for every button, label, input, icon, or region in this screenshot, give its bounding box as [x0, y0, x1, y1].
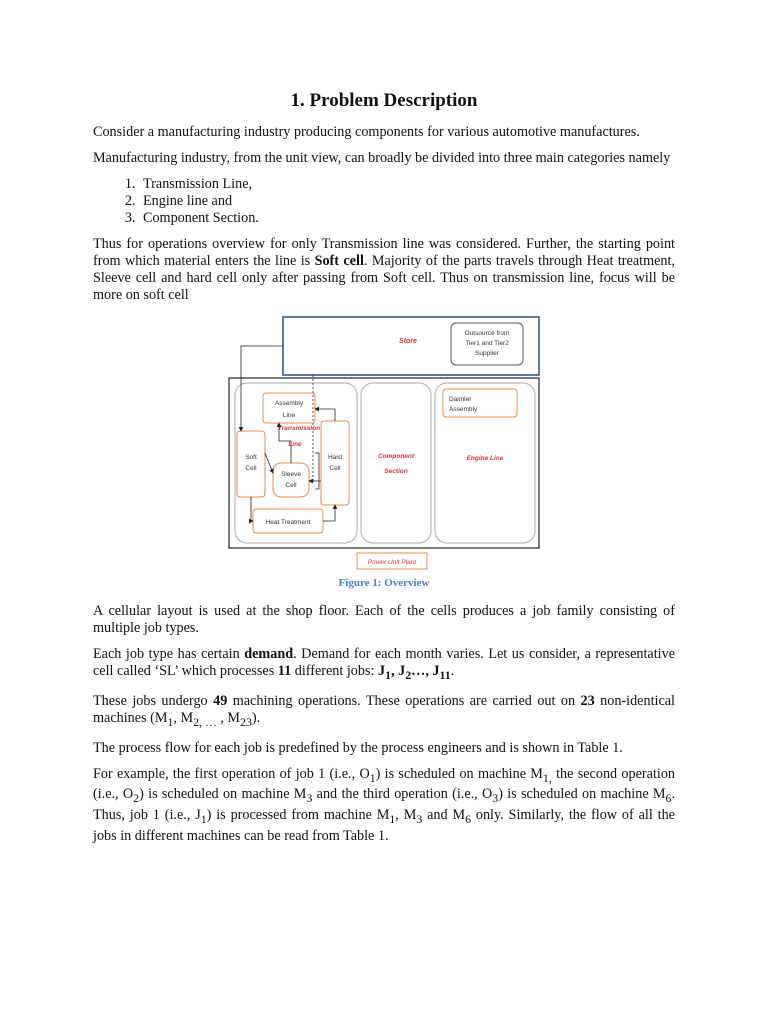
transmission-label: Transmission — [277, 425, 321, 432]
section-number: 1. — [290, 90, 305, 111]
svg-text:Cell: Cell — [245, 465, 257, 472]
paragraph-transmission: Thus for operations overview for only Transmission line was considered. Further, the starting point from which material enters the line is Soft cell. Majority of the parts travels through Heat treatment, Sleeve cell and hard cell only after passing from Soft cell. Thus on transmission line, focus will be more on soft cell — [93, 236, 675, 303]
svg-text:Heat Treatment: Heat Treatment — [265, 519, 311, 526]
component-label: Component — [377, 453, 415, 460]
paragraph-example: For example, the first operation of job 1 (i.e., $O_1$) is scheduled on machine $M_{1,}$ the second operation (i.e., $O_2$) is scheduled on machine $M_3$ and the third operation (i.e., $O_3$) is scheduled on machine $M_6$. Thus, job 1 (i.e., $J_1$) is processed from machine $M_1$, $M_3$ and $M_6$ only. Similarly, the flow of all the jobs in different machines can be read from Table 1. — [93, 765, 676, 845]
list-item: 3. Component Section. — [139, 210, 675, 227]
store-label: Store — [399, 338, 417, 345]
svg-text:Daimler: Daimler — [449, 396, 472, 403]
paragraph-operations: These jobs undergo 49 machining operations. These operations are carried out on 23 non-identical machines ($M_1$, $M_{2, \dots}$ , $M_{23}$). — [93, 692, 675, 729]
list-item: 1. Transmission Line, — [139, 176, 675, 193]
paragraph-categories: Manufacturing industry, from the unit view, can broadly be divided into three main categories namely — [93, 150, 671, 166]
component-section — [361, 383, 431, 543]
svg-text:Line: Line — [282, 412, 296, 419]
category-list — [93, 176, 675, 227]
overview-diagram — [227, 313, 541, 571]
paragraph-process-flow: The process flow for each job is predefined by the process engineers and is shown in Table 1. — [93, 739, 623, 756]
section-title: Problem Description — [309, 90, 478, 111]
svg-text:Outsource from: Outsource from — [464, 330, 510, 337]
svg-text:Tier1 and Tier2: Tier1 and Tier2 — [465, 340, 509, 347]
svg-text:Cell: Cell — [329, 465, 341, 472]
overview-figure — [93, 313, 675, 571]
list-item: 2. Engine line and — [139, 193, 675, 210]
svg-text:Cell: Cell — [285, 482, 297, 489]
soft-cell-box — [237, 431, 265, 497]
power-unit-label: Power Unit Plant — [367, 559, 417, 566]
svg-text:Sleeve: Sleeve — [281, 471, 301, 478]
hard-cell-box — [321, 421, 349, 505]
figure-caption: Figure 1: Overview — [338, 577, 430, 589]
engine-line-label: Engine Line — [466, 455, 504, 462]
paragraph-intro: Consider a manufacturing industry producing components for various automotive manufactures. — [93, 124, 640, 140]
svg-text:Supplier: Supplier — [475, 350, 499, 357]
section-heading — [93, 90, 675, 112]
document-page — [93, 90, 675, 854]
paragraph-demand: Each job type has certain demand. Demand for each month varies. Let us consider, a representative cell called ‘SL’ which processes 11 different jobs: $J_1$, $J_2\dots$, $J_{11}$. — [93, 646, 675, 682]
svg-text:Line: Line — [288, 441, 302, 448]
svg-text:Assembly: Assembly — [449, 406, 478, 413]
sleeve-cell-box — [273, 463, 309, 497]
svg-text:Soft: Soft — [245, 454, 257, 461]
svg-text:Assembly: Assembly — [274, 400, 304, 407]
svg-text:Section: Section — [384, 468, 408, 475]
paragraph-cellular: A cellular layout is used at the shop floor. Each of the cells produces a job family consisting of multiple job types. — [93, 603, 675, 636]
svg-text:Hard: Hard — [327, 454, 343, 461]
